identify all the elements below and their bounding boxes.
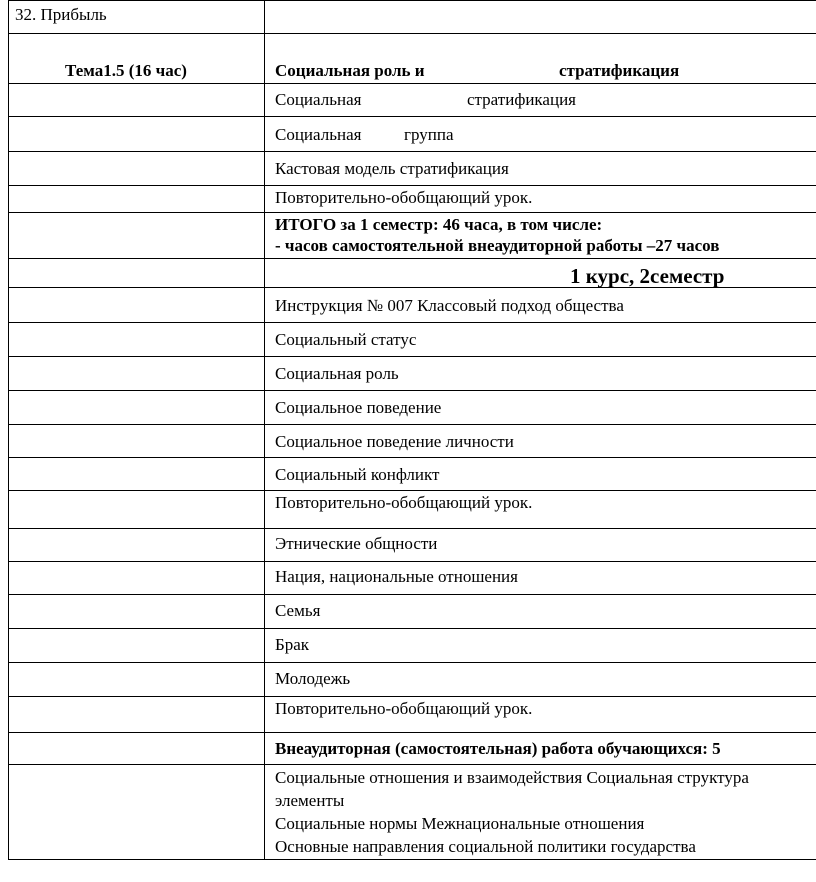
self-study-topic-line: Основные направления социальной политики государства: [275, 837, 696, 856]
table-cell-right: [265, 562, 816, 595]
self-study-topic-line: Социальные нормы Межнациональные отношения: [275, 814, 645, 833]
lesson-title-part1: Социальная: [275, 90, 362, 109]
lesson-title: Этнические общности: [275, 534, 438, 553]
lesson-title-part2: стратификация: [467, 90, 576, 109]
lesson-title: Молодежь: [275, 669, 351, 688]
lesson-title: Социальный конфликт: [275, 465, 440, 484]
table-row: [8, 356, 816, 391]
table-row: [8, 594, 816, 629]
total-line-2: - часов самостоятельной внеаудиторной работы –27 часов: [275, 236, 720, 255]
table-row: [8, 457, 816, 491]
table-cell-left: [8, 84, 265, 117]
curriculum-table: [8, 0, 816, 860]
table-cell-right: [265, 186, 816, 213]
table-cell-right: [265, 491, 816, 529]
lesson-title: Брак: [275, 635, 310, 654]
table-row: [8, 696, 816, 733]
table-row-topic-header: [8, 33, 816, 84]
lesson-title-part2: группа: [404, 125, 454, 144]
table-row-self-study-topics: [8, 764, 816, 860]
table-cell-right: [265, 529, 816, 562]
table-cell-left: [8, 1, 265, 34]
table-cell-right: [265, 288, 816, 323]
lesson-title: Социальное поведение личности: [275, 432, 514, 451]
self-study-heading: Внеаудиторная (самостоятельная) работа обучающихся: 5: [275, 739, 721, 758]
lesson-title: Нация, национальные отношения: [275, 567, 518, 586]
table-row: [8, 561, 816, 595]
topic-title-part1: Социальная роль и: [275, 61, 425, 80]
table-row: [8, 628, 816, 663]
table-cell-right: [265, 117, 816, 152]
table-cell-left: [8, 765, 265, 859]
lesson-title: Социальный статус: [275, 330, 417, 349]
table-row: [8, 528, 816, 562]
table-cell-left: [8, 213, 265, 259]
table-cell-right: [265, 733, 816, 765]
table-row: [8, 151, 816, 186]
lesson-title: Повторительно-обобщающий урок.: [275, 188, 533, 207]
table-cell-left: [8, 629, 265, 663]
table-cell-left: [8, 117, 265, 152]
table-cell-left: [8, 323, 265, 357]
table-cell-left: [8, 259, 265, 288]
lesson-title: Повторительно-обобщающий урок.: [275, 493, 533, 512]
table-cell-right: [265, 663, 816, 697]
lesson-title: Повторительно-обобщающий урок.: [275, 699, 533, 718]
table-cell-left: [8, 152, 265, 186]
semester-heading: 1 курс, 2семестр: [570, 264, 725, 288]
table-cell-right: [265, 458, 816, 491]
table-row: [8, 116, 816, 152]
topic-number-label: Тема1.5 (16 час): [65, 61, 187, 80]
table-cell-left: [8, 697, 265, 733]
lesson-title-part1: Социальная: [275, 125, 362, 144]
lesson-title: Семья: [275, 601, 321, 620]
table-cell-left: [8, 562, 265, 595]
table-cell-left: [8, 34, 265, 84]
table-row-semester: [8, 258, 816, 288]
self-study-topic-line: Социальные отношения и взаимодействия Социальная структура: [275, 768, 749, 787]
topic-title-part2: стратификация: [559, 61, 680, 80]
table-cell-right: [265, 595, 816, 629]
table-cell-right: [265, 391, 816, 425]
table-row: [8, 424, 816, 458]
table-cell-right: [265, 425, 816, 458]
table-row-total: [8, 212, 816, 259]
table-cell-right: [265, 152, 816, 186]
table-cell-right: [265, 629, 816, 663]
table-cell-left: [8, 288, 265, 323]
table-cell-right: [265, 357, 816, 391]
table-cell-left: [8, 529, 265, 562]
table-row: [8, 390, 816, 425]
table-cell-right: [265, 84, 816, 117]
table-cell-right: [265, 323, 816, 357]
self-study-topic-line: элементы: [275, 791, 345, 810]
table-row: [8, 287, 816, 323]
table-row-self-study: [8, 732, 816, 765]
table-row: [8, 185, 816, 213]
lesson-title: Социальное поведение: [275, 398, 442, 417]
table-cell-left: [8, 458, 265, 491]
table-cell-left: [8, 491, 265, 529]
lesson-title: Кастовая модель стратификация: [275, 159, 509, 178]
table-cell-left: [8, 663, 265, 697]
table-cell-left: [8, 425, 265, 458]
table-cell-left: [8, 357, 265, 391]
table-cell-right: [265, 1, 816, 34]
table-cell-left: [8, 595, 265, 629]
lesson-title: Инструкция № 007 Классовый подход общества: [275, 296, 624, 315]
table-cell-right: [265, 697, 816, 733]
table-row: [8, 490, 816, 529]
table-cell-right: [265, 34, 816, 84]
lesson-number-label: 32. Прибыль: [15, 5, 107, 24]
lesson-title: Социальная роль: [275, 364, 399, 383]
table-cell-right: [265, 213, 816, 259]
table-cell-left: [8, 391, 265, 425]
table-cell-left: [8, 733, 265, 765]
table-cell-right: [265, 259, 816, 288]
table-cell-left: [8, 186, 265, 213]
table-row-profit: [8, 0, 816, 34]
table-row: [8, 322, 816, 357]
table-row: [8, 83, 816, 117]
total-line-1: ИТОГО за 1 семестр: 46 часа, в том числе:: [275, 215, 603, 234]
table-cell-right: [265, 765, 816, 859]
table-row: [8, 662, 816, 697]
